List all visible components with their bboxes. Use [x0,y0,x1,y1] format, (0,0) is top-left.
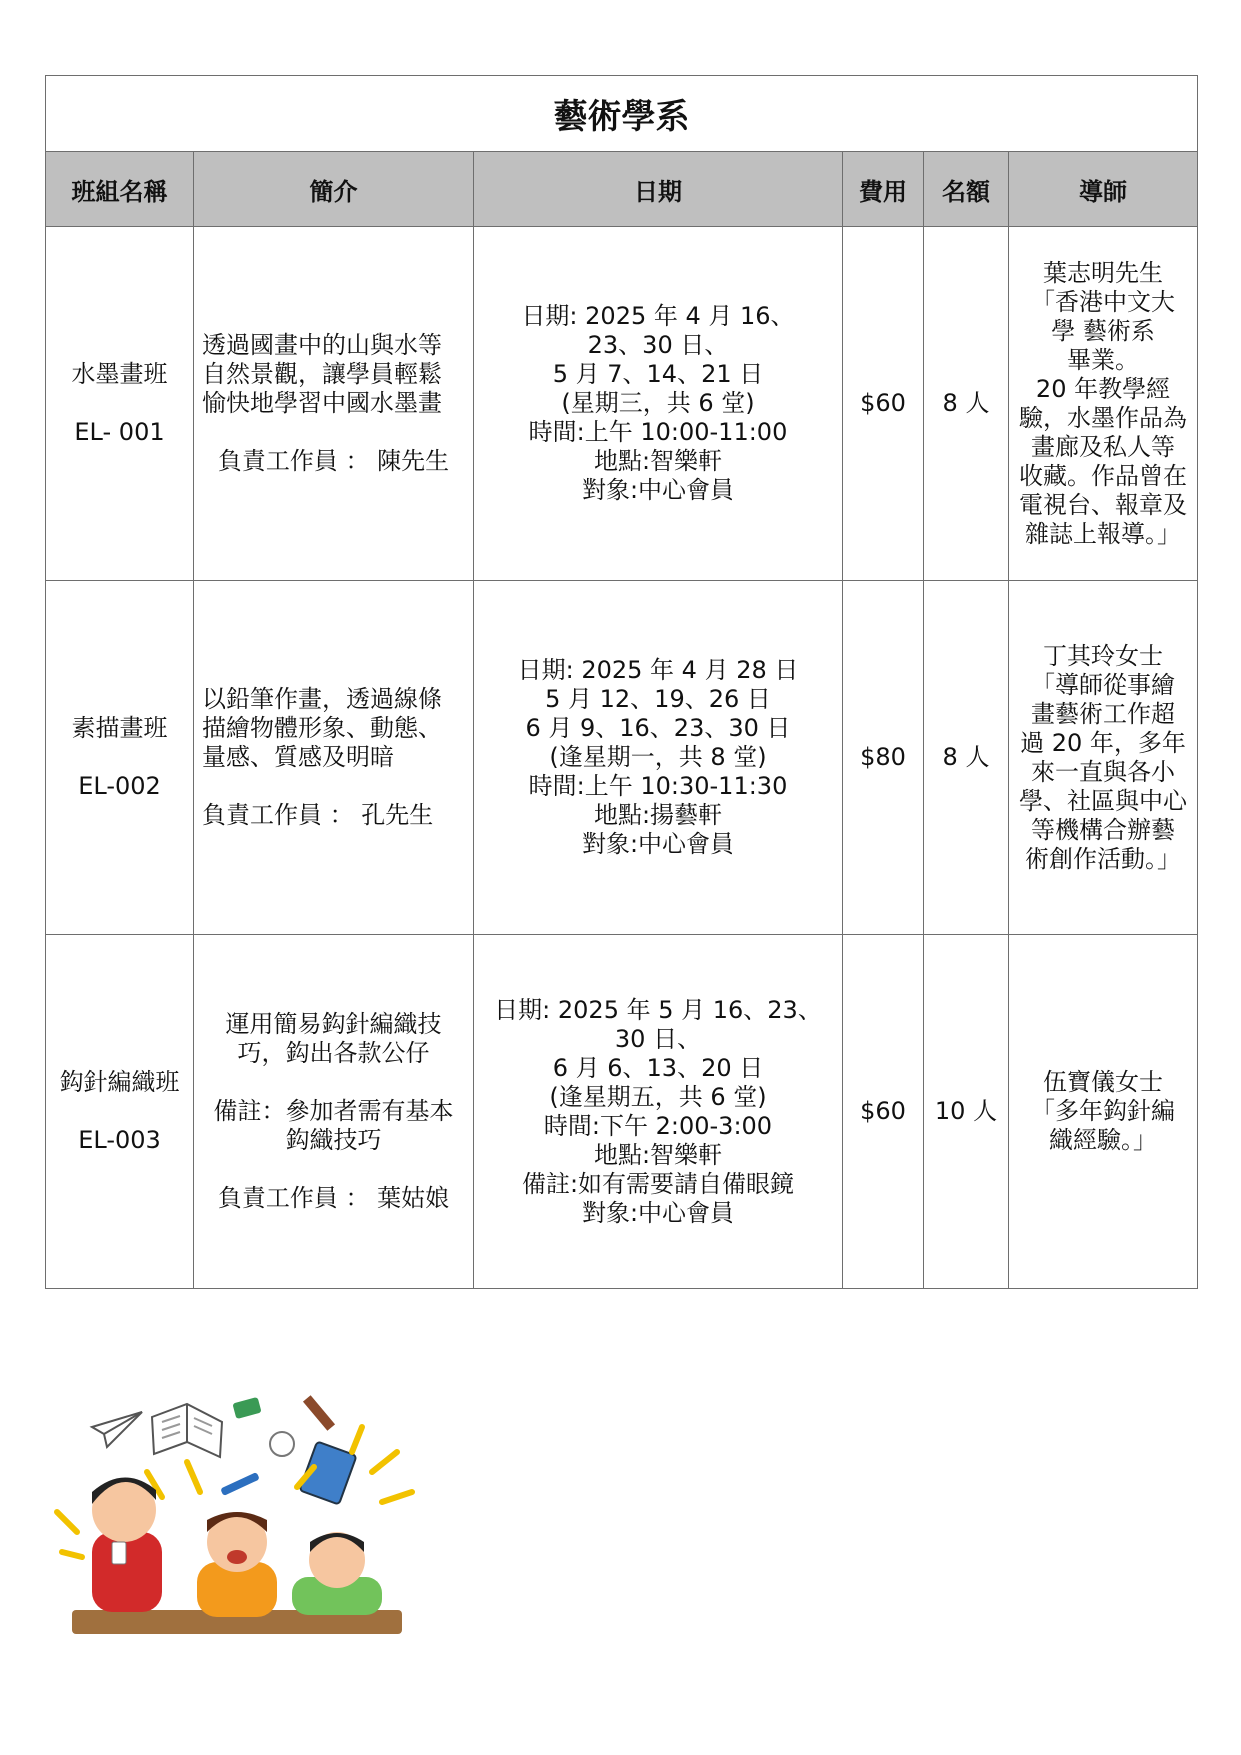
paper-plane-icon [92,1412,142,1447]
header-tutor: 導師 [1009,152,1198,227]
table-row [46,935,1198,1289]
remark-line: 備註：參加者需有基本 [213,1097,454,1125]
tutor-line: 術創作活動。」 [1025,844,1182,873]
quota-cell: 10 人 [924,935,1009,1289]
header-row [46,152,1198,227]
date-line: 日期: 2025 年 4 月 16、 [521,302,795,330]
class-code: EL-002 [78,772,161,800]
intro-line: 自然景觀，讓學員輕鬆 [202,360,442,388]
tutor-line: 「香港中文大 [1031,287,1176,316]
date-line: 日期: 2025 年 5 月 16、23、 [494,995,822,1024]
date-line: 備註:如有需要請自備眼鏡 [521,1169,795,1198]
intro-line: 愉快地學習中國水墨畫 [202,389,442,417]
tutor-line: 電視台、報章及 [1019,490,1188,519]
intro-line: 描繪物體形象、動態、 [202,714,442,742]
date-line: (逢星期一，共 8 堂) [549,743,767,771]
date-cell [474,581,843,935]
date-line: 地點:揚藝軒 [593,801,723,829]
tutor-cell [1009,227,1198,581]
quota-cell: 8 人 [924,227,1009,581]
tutor-line: 來一直與各小 [1031,757,1176,786]
date-cell [474,935,843,1289]
class-name: 鈎針編織班 [59,1068,180,1096]
date-cell [474,227,843,581]
quota-cell: 8 人 [924,581,1009,935]
course-table [45,75,1198,1289]
class-name: 水墨畫班 [71,360,168,388]
fee-cell: $80 [843,581,924,935]
date-line: 時間:上午 10:30-11:30 [528,772,788,800]
tutor-line: 過 20 年，多年 [1020,728,1186,757]
date-line: 對象:中心會員 [581,1198,735,1227]
page-title: 藝術學系 [46,76,1198,152]
table-row [46,227,1198,581]
class-name-cell [46,227,194,581]
tutor-line: 「導師從事繪 [1031,670,1176,699]
date-line: (星期三，共 6 堂) [561,389,755,417]
date-line: 對象:中心會員 [581,830,735,858]
date-line: 23、30 日、 [587,331,729,359]
header-quota: 名額 [924,152,1009,227]
intro-line: 巧，鈎出各款公仔 [237,1039,430,1067]
date-line: 日期: 2025 年 4 月 28 日 [517,656,799,684]
class-code: EL-003 [78,1126,161,1154]
header-class-name: 班組名稱 [46,152,194,227]
tutor-line: 葉志明先生 [1043,258,1164,287]
date-line: 6 月 6、13、20 日 [552,1053,764,1082]
girl-middle-icon [197,1512,277,1617]
staff-line: 負責工作員 ： 陳先生 [217,447,450,475]
paper-ball-icon [270,1432,294,1456]
header-intro: 簡介 [194,152,474,227]
table-row [46,581,1198,935]
intro-cell [194,227,474,581]
date-line: 地點:智樂軒 [593,447,723,475]
students-studying-illustration [52,1392,442,1652]
date-line: 5 月 12、19、26 日 [545,685,771,713]
staff-line: 負責工作員 ： 孔先生 [202,801,434,829]
tutor-line: 學 藝術系 [1051,316,1155,345]
date-line: 對象:中心會員 [581,476,735,504]
intro-line: 量感、質感及明暗 [202,743,394,771]
eraser-icon [232,1397,261,1419]
tutor-line: 驗，水墨作品為 [1019,403,1188,432]
staff-line: 負責工作員 ： 葉姑娘 [217,1184,450,1212]
tutor-cell [1009,581,1198,935]
tutor-line: 畫藝術工作超 [1031,699,1176,728]
tutor-line: 丁其玲女士 [1043,641,1164,670]
tutor-line: 20 年教學經 [1035,374,1171,403]
date-line: 時間:下午 2:00-3:00 [543,1111,773,1140]
class-name: 素描畫班 [71,714,168,742]
tutor-line: 織經驗。」 [1049,1126,1158,1154]
fee-cell: $60 [843,935,924,1289]
class-code: EL- 001 [74,418,165,446]
tutor-line: 學、社區與中心 [1019,786,1188,815]
remark-line: 鈎織技巧 [285,1126,382,1154]
date-line: (逢星期五，共 6 堂) [549,1082,767,1111]
pencil-icon [303,1395,335,1431]
tutor-line: 畫廊及私人等 [1031,432,1176,461]
intro-cell [194,581,474,935]
class-name-cell [46,935,194,1289]
intro-line: 運用簡易鈎針編織技 [225,1010,442,1038]
tutor-cell [1009,935,1198,1289]
tutor-line: 雜誌上報導。」 [1025,519,1182,548]
date-line: 30 日、 [614,1024,702,1053]
date-line: 時間:上午 10:00-11:00 [528,418,788,446]
header-fee: 費用 [843,152,924,227]
tutor-line: 「多年鈎針編 [1031,1097,1176,1125]
boy-left-icon [92,1477,162,1612]
date-line: 5 月 7、14、21 日 [552,360,764,388]
tutor-line: 等機構合辦藝 [1031,815,1176,844]
sleeping-boy-icon [292,1532,382,1615]
class-name-cell [46,581,194,935]
intro-cell [194,935,474,1289]
tutor-line: 收藏。作品曾在 [1019,461,1188,490]
intro-line: 透過國畫中的山與水等 [202,331,442,359]
date-line: 6 月 9、16、23、30 日 [525,714,791,742]
tutor-line: 畢業。 [1067,345,1140,374]
pen-icon [220,1472,260,1496]
date-line: 地點:智樂軒 [593,1140,723,1169]
intro-line: 以鉛筆作畫，透過線條 [202,685,442,713]
fee-cell: $60 [843,227,924,581]
book-icon [152,1404,222,1457]
header-date: 日期 [474,152,843,227]
tutor-line: 伍寶儀女士 [1043,1068,1164,1096]
